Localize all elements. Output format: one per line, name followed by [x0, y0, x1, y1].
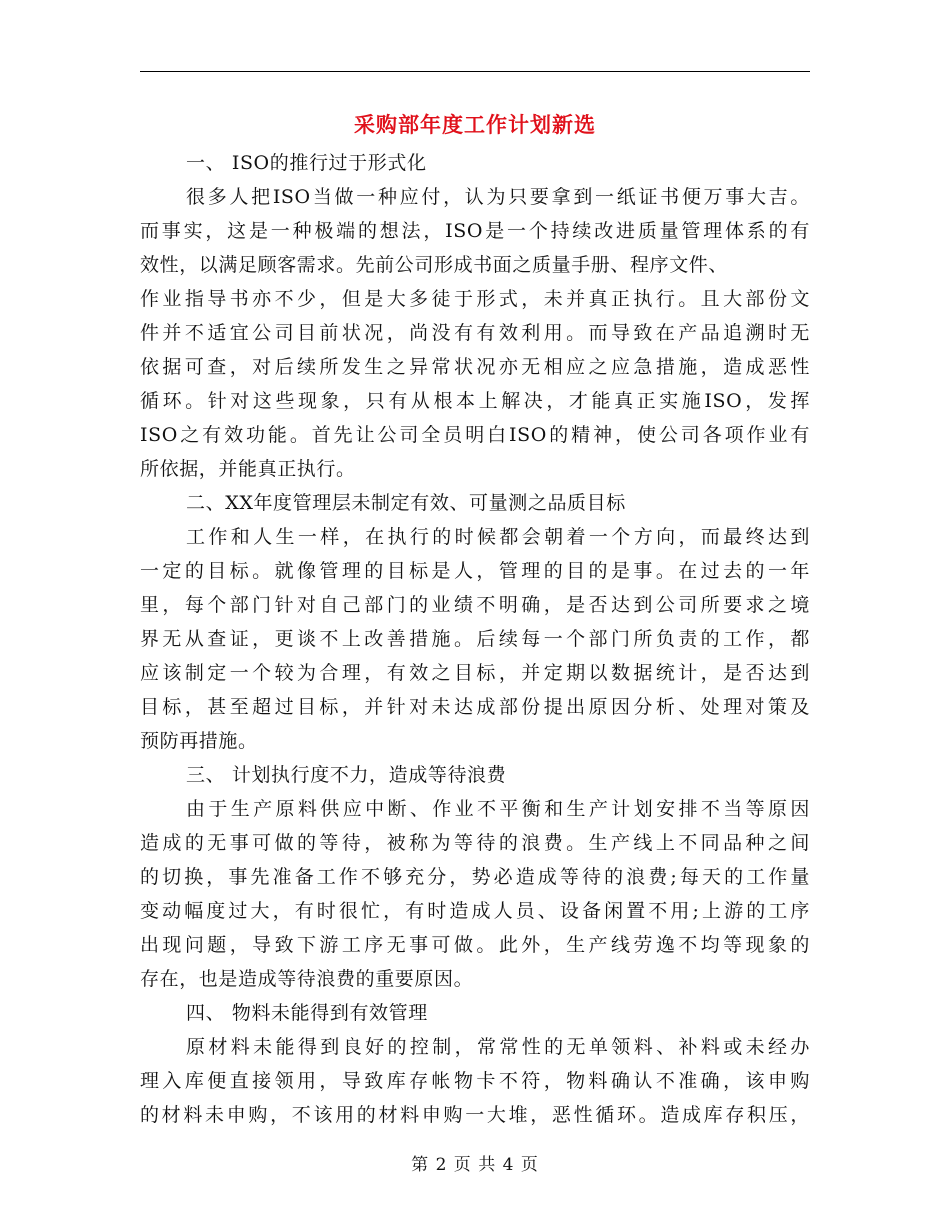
paragraph-first-line: 四、 物料未能得到有效管理: [186, 1002, 428, 1024]
paragraph-line: 的材料未申购，不该用的材料申购一大堆，恶性循环。造成库存积压，: [140, 1104, 810, 1126]
paragraph-line: 依据可查，对后续所发生之异常状况亦无相应之应急措施，造成恶性: [140, 356, 810, 378]
paragraph-first-line: 三、 计划执行度不力，造成等待浪费: [186, 764, 507, 786]
paragraph-line: 界无从查证，更谈不上改善措施。后续每一个部门所负责的工作，都: [140, 628, 810, 650]
paragraph-line: 效性，以满足顾客需求。先前公司形成书面之质量手册、程序文件、: [140, 254, 729, 276]
paragraph-first-line: 由于生产原料供应中断、作业不平衡和生产计划安排不当等原因: [186, 798, 810, 820]
paragraph-line: ISO之有效功能。首先让公司全员明白ISO的精神，使公司各项作业有: [140, 424, 810, 446]
paragraph-first-line: 一、 ISO的推行过于形式化: [186, 152, 427, 174]
paragraph-line: 件并不适宜公司目前状况，尚没有有效利用。而导致在产品追溯时无: [140, 322, 810, 344]
paragraph-line: 的切换，事先准备工作不够充分，势必造成等待的浪费;每天的工作量: [140, 866, 810, 888]
paragraph-line: 循环。针对这些现象，只有从根本上解决，才能真正实施ISO，发挥: [140, 390, 810, 412]
paragraph-line: 应该制定一个较为合理，有效之目标，并定期以数据统计，是否达到: [140, 662, 810, 684]
paragraph-line: 所依据，并能真正执行。: [140, 458, 356, 480]
paragraph-line: 理入库便直接领用，导致库存帐物卡不符，物料确认不准确，该申购: [140, 1070, 810, 1092]
paragraph-line: 目标，甚至超过目标，并针对未达成部份提出原因分析、处理对策及: [140, 696, 810, 718]
paragraph-line: 里，每个部门针对自己部门的业绩不明确，是否达到公司所要求之境: [140, 594, 810, 616]
paragraph-line: 存在，也是造成等待浪费的重要原因。: [140, 968, 474, 990]
paragraph-first-line: 很多人把ISO当做一种应付，认为只要拿到一纸证书便万事大吉。: [186, 186, 810, 208]
paragraph-first-line: 二、XX年度管理层未制定有效、可量测之品质目标: [186, 492, 626, 514]
paragraph-line: 预防再措施。: [140, 730, 258, 752]
page-footer: 第 2 页 共 4 页: [411, 1155, 539, 1175]
paragraph-line: 作业指导书亦不少，但是大多徒于形式，未并真正执行。且大部份文: [140, 288, 810, 310]
paragraph-first-line: 原材料未能得到良好的控制，常常性的无单领料、补料或未经办: [186, 1036, 810, 1058]
header-rule: [140, 71, 810, 72]
paragraph-line: 一定的目标。就像管理的目标是人，管理的目的是事。在过去的一年: [140, 560, 810, 582]
paragraph-first-line: 工作和人生一样，在执行的时候都会朝着一个方向，而最终达到: [186, 526, 810, 548]
paragraph-line: 变动幅度过大，有时很忙，有时造成人员、设备闲置不用;上游的工序: [140, 900, 810, 922]
paragraph-line: 造成的无事可做的等待，被称为等待的浪费。生产线上不同品种之间: [140, 832, 810, 854]
document-body: [140, 146, 810, 1132]
document-title: 采购部年度工作计划新选: [354, 112, 596, 137]
paragraph-line: 而事实，这是一种极端的想法，ISO是一个持续改进质量管理体系的有: [140, 220, 810, 242]
paragraph-line: 出现问题，导致下游工序无事可做。此外，生产线劳逸不均等现象的: [140, 934, 810, 956]
